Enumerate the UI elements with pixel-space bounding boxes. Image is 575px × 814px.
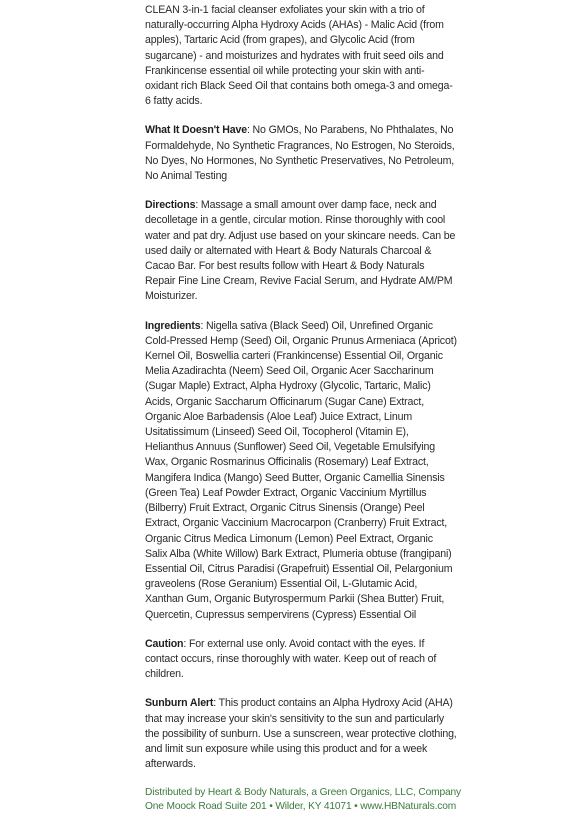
intro-paragraph: CLEAN 3-in-1 facial cleanser exfoliates your skin with a trio of naturally-occurring Alpha Hydroxy Acids (AHAs) - Malic Acid (from apples), Tartaric Acid (from grapes), and Glycolic Acid (from sugarcane) - and moisturizes and hydrates with fruit seed oils and Frankincense essential oil while protecting your skin with anti-oxidant rich Black Seed Oil that contains both omega-3 and omega-6 fatty acids. — [145, 4, 453, 108]
doesnt-have-paragraph — [145, 123, 457, 184]
ingredients-text: : Nigella sativa (Black Seed) Oil, Unrefined Organic Cold-Pressed Hemp (Seed) Oil, Organic Prunus Armeniaca (Apricot) Kernel Oil, Boswellia carteri (Frankincense) Essential Oil, Organic Melia Azadirachta (Neem) Seed Oil, Organic Acer Saccharinum (Sugar Maple) Extract, Alpha Hydroxy (Glycolic, Tartaric, Malic) Acids, Organic Saccharum Officinarum (Sugar Cane) Extract, Organic Aloe Barbadensis (Aloe Leaf) Juice Extract, Linum Usitatissimum (Linseed) Seed Oil, Tocopherol (Vitamin E), Helianthus Annuus (Sunflower) Seed Oil, Vegetable Emulsifying Wax, Organic Rosmarinus Officinalis (Rosemary) Leaf Extract, Mangifera Indica (Mango) Seed Butter, Organic Camellia Sinensis (Green Tea) Leaf Powder Extract, Organic Vaccinium Myrtillus (Bilberry) Fruit Extract, Organic Citrus Sinensis (Orange) Peel Extract, Organic Vaccinium Macrocarpon (Cranberry) Fruit Extract, Organic Citrus Medica Limonum (Lemon) Peel Extract, Organic Salix Alba (White Willow) Bark Extract, Plumeria obtuse (frangipani) Essential Oil, Citrus Paradisi (Grapefruit) Essential Oil, Pelargonium graveolens (Rose Geranium) Essential Oil, L-Glutamic Acid, Xanthan Gum, Organic Butyrospermum Parkii (Shea Butter) Fruit, Quercetin, Cupressus sempervirens (Cypress) Essential Oil — [145, 319, 457, 621]
doesnt-have-heading: What It Doesn't Have — [145, 124, 247, 137]
sunburn-text: : This product contains an Alpha Hydroxy Acid (AHA) that may increase your skin's sensitivity to the sun and particularly the possibility of sunburn. Use a sunscreen, wear protective clothing, and limit sun exposure while using this product and for a week afterwards. — [145, 697, 457, 771]
caution-paragraph — [145, 637, 457, 683]
ingredients-heading: Ingredients — [145, 319, 201, 332]
ingredients-paragraph — [145, 319, 457, 623]
distributor-footer — [145, 786, 461, 814]
caution-heading: Caution — [145, 637, 184, 650]
distributor-line: Distributed by Heart & Body Naturals, a Green Organics, LLC, Company — [145, 787, 461, 799]
doesnt-have-text: : No GMOs, No Parabens, No Phthalates, No Formaldehyde, No Synthetic Fragrances, No Estrogen, No Steroids, No Dyes, No Hormones, No Synthetic Preservatives, No Petroleum, No Animal Testing — [145, 124, 455, 183]
address-line: One Moock Road Suite 201 • Wilder, KY 41071 • www.HBNaturals.com — [145, 801, 457, 813]
directions-paragraph — [145, 198, 457, 304]
directions-heading: Directions — [145, 199, 196, 212]
sunburn-paragraph — [145, 696, 457, 772]
directions-text: : Massage a small amount over damp face, neck and decolletage in a gentle, circular motion. Rinse thoroughly with cool water and pat dry. Adjust use based on your skincare needs. Can be used daily or alternated with Heart & Body Naturals Charcoal & Cacao Bar. For best results follow with Heart & Body Naturals Repair Fine Line Cream, Revive Facial Serum, and Hydrate AM/PM Moisturizer. — [145, 199, 456, 303]
label-text-column — [145, 3, 461, 814]
caution-text: : For external use only. Avoid contact with the eyes. If contact occurs, rinse thoroughly with water. Keep out of reach of children. — [145, 637, 437, 681]
sunburn-heading: Sunburn Alert — [145, 697, 214, 710]
